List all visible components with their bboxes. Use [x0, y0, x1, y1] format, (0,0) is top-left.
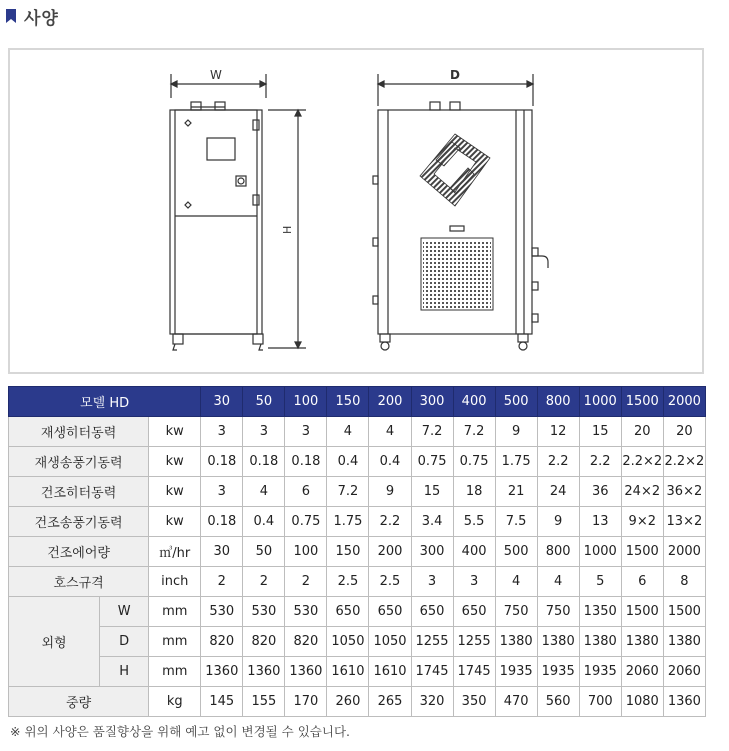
value-cell: 145: [201, 687, 243, 717]
value-cell: 4: [243, 477, 285, 507]
value-cell: 9×2: [621, 507, 663, 537]
value-cell: 700: [579, 687, 621, 717]
value-cell: 260: [327, 687, 369, 717]
section-title: 사양: [24, 8, 59, 29]
value-cell: 650: [369, 597, 411, 627]
table-row: [9, 567, 706, 597]
value-cell: 0.18: [285, 447, 327, 477]
value-cell: 3: [453, 567, 495, 597]
value-cell: 0.18: [201, 447, 243, 477]
row-label: 재생히터동력: [9, 417, 149, 447]
value-cell: 300: [411, 537, 453, 567]
value-cell: 13: [579, 507, 621, 537]
value-cell: 820: [285, 627, 327, 657]
value-cell: 8: [663, 567, 705, 597]
model-col: 200: [369, 387, 411, 417]
value-cell: 9: [369, 477, 411, 507]
value-cell: 3: [201, 417, 243, 447]
model-col: 500: [495, 387, 537, 417]
dimension-label: W: [100, 597, 149, 627]
value-cell: 1.75: [495, 447, 537, 477]
dimension-label: D: [100, 627, 149, 657]
value-cell: 2.2×2: [621, 447, 663, 477]
value-cell: 2.2: [369, 507, 411, 537]
value-cell: 1745: [411, 657, 453, 687]
value-cell: 350: [453, 687, 495, 717]
model-col: 1000: [579, 387, 621, 417]
value-cell: 800: [537, 537, 579, 567]
height-label: H: [281, 225, 294, 234]
table-row: [9, 477, 706, 507]
header-row: [9, 387, 706, 417]
unit-cell: mm: [149, 627, 201, 657]
value-cell: 170: [285, 687, 327, 717]
value-cell: 200: [369, 537, 411, 567]
model-header: 모델 HD: [9, 387, 201, 417]
table-row: [9, 657, 706, 687]
value-cell: 20: [663, 417, 705, 447]
value-cell: 1050: [369, 627, 411, 657]
table-row: [9, 597, 706, 627]
section-header: [6, 4, 59, 28]
row-label: 건조히터동력: [9, 477, 149, 507]
value-cell: 1360: [243, 657, 285, 687]
value-cell: 2.5: [369, 567, 411, 597]
value-cell: 4: [495, 567, 537, 597]
value-cell: 150: [327, 537, 369, 567]
value-cell: 6: [285, 477, 327, 507]
value-cell: 100: [285, 537, 327, 567]
value-cell: 0.75: [411, 447, 453, 477]
value-cell: 0.4: [327, 447, 369, 477]
model-col: 2000: [663, 387, 705, 417]
value-cell: 750: [537, 597, 579, 627]
value-cell: 4: [369, 417, 411, 447]
value-cell: 1745: [453, 657, 495, 687]
model-col: 800: [537, 387, 579, 417]
spec-table: [8, 386, 706, 717]
value-cell: 12: [537, 417, 579, 447]
value-cell: 1255: [411, 627, 453, 657]
value-cell: 1380: [495, 627, 537, 657]
dimension-drawing: [10, 50, 702, 372]
value-cell: 24×2: [621, 477, 663, 507]
value-cell: 0.75: [453, 447, 495, 477]
model-col: 400: [453, 387, 495, 417]
value-cell: 3: [285, 417, 327, 447]
value-cell: 1380: [663, 627, 705, 657]
model-col: 30: [201, 387, 243, 417]
value-cell: 3: [201, 477, 243, 507]
value-cell: 2060: [663, 657, 705, 687]
value-cell: 650: [411, 597, 453, 627]
value-cell: 2.5: [327, 567, 369, 597]
value-cell: 1500: [621, 537, 663, 567]
value-cell: 30: [201, 537, 243, 567]
table-row: [9, 627, 706, 657]
value-cell: 1500: [621, 597, 663, 627]
value-cell: 3.4: [411, 507, 453, 537]
value-cell: 1360: [285, 657, 327, 687]
value-cell: 24: [537, 477, 579, 507]
value-cell: 21: [495, 477, 537, 507]
value-cell: 15: [411, 477, 453, 507]
model-col: 1500: [621, 387, 663, 417]
table-row: [9, 417, 706, 447]
value-cell: 9: [537, 507, 579, 537]
value-cell: 1350: [579, 597, 621, 627]
row-label: 호스규격: [9, 567, 149, 597]
value-cell: 2000: [663, 537, 705, 567]
value-cell: 1610: [369, 657, 411, 687]
disclaimer-note: ※ 위의 사양은 품질향상을 위해 예고 없이 변경될 수 있습니다.: [10, 724, 351, 739]
value-cell: 155: [243, 687, 285, 717]
value-cell: 650: [327, 597, 369, 627]
model-col: 150: [327, 387, 369, 417]
value-cell: 2: [243, 567, 285, 597]
value-cell: 18: [453, 477, 495, 507]
value-cell: 530: [285, 597, 327, 627]
value-cell: 1380: [579, 627, 621, 657]
unit-cell: kw: [149, 417, 201, 447]
value-cell: 530: [243, 597, 285, 627]
value-cell: 400: [453, 537, 495, 567]
unit-cell: kw: [149, 447, 201, 477]
value-cell: 1935: [495, 657, 537, 687]
value-cell: 750: [495, 597, 537, 627]
value-cell: 820: [201, 627, 243, 657]
depth-label: D: [450, 68, 460, 82]
value-cell: 7.2: [411, 417, 453, 447]
value-cell: 3: [243, 417, 285, 447]
value-cell: 1050: [327, 627, 369, 657]
unit-cell: kg: [149, 687, 201, 717]
bookmark-icon: [6, 9, 16, 23]
value-cell: 5: [579, 567, 621, 597]
value-cell: 265: [369, 687, 411, 717]
value-cell: 1360: [663, 687, 705, 717]
value-cell: 4: [327, 417, 369, 447]
value-cell: 36: [579, 477, 621, 507]
value-cell: 530: [201, 597, 243, 627]
value-cell: 2060: [621, 657, 663, 687]
value-cell: 0.4: [243, 507, 285, 537]
row-label: 재생송풍기동력: [9, 447, 149, 477]
value-cell: 5.5: [453, 507, 495, 537]
value-cell: 320: [411, 687, 453, 717]
value-cell: 1000: [579, 537, 621, 567]
row-label: 건조에어량: [9, 537, 149, 567]
unit-cell: ㎥/hr: [149, 537, 201, 567]
row-label: 건조송풍기동력: [9, 507, 149, 537]
value-cell: 0.75: [285, 507, 327, 537]
value-cell: 2.2: [579, 447, 621, 477]
value-cell: 820: [243, 627, 285, 657]
value-cell: 20: [621, 417, 663, 447]
value-cell: 650: [453, 597, 495, 627]
table-row: [9, 507, 706, 537]
value-cell: 0.18: [243, 447, 285, 477]
value-cell: 2.2×2: [663, 447, 705, 477]
row-label: 중량: [9, 687, 149, 717]
value-cell: 1380: [621, 627, 663, 657]
value-cell: 50: [243, 537, 285, 567]
value-cell: 0.4: [369, 447, 411, 477]
value-cell: 1500: [663, 597, 705, 627]
model-col: 50: [243, 387, 285, 417]
value-cell: 1380: [537, 627, 579, 657]
table-row: [9, 687, 706, 717]
value-cell: 2.2: [537, 447, 579, 477]
value-cell: 1360: [201, 657, 243, 687]
unit-cell: kw: [149, 507, 201, 537]
value-cell: 1.75: [327, 507, 369, 537]
model-col: 100: [285, 387, 327, 417]
value-cell: 470: [495, 687, 537, 717]
table-row: [9, 447, 706, 477]
value-cell: 36×2: [663, 477, 705, 507]
product-diagram: [8, 48, 704, 374]
unit-cell: kw: [149, 477, 201, 507]
value-cell: 4: [537, 567, 579, 597]
unit-cell: mm: [149, 657, 201, 687]
value-cell: 1935: [537, 657, 579, 687]
value-cell: 560: [537, 687, 579, 717]
value-cell: 500: [495, 537, 537, 567]
value-cell: 0.18: [201, 507, 243, 537]
value-cell: 2: [285, 567, 327, 597]
model-col: 300: [411, 387, 453, 417]
value-cell: 7.2: [327, 477, 369, 507]
outer-label: 외형: [9, 597, 100, 687]
unit-cell: inch: [149, 567, 201, 597]
value-cell: 13×2: [663, 507, 705, 537]
value-cell: 7.5: [495, 507, 537, 537]
table-row: [9, 537, 706, 567]
value-cell: 1935: [579, 657, 621, 687]
value-cell: 9: [495, 417, 537, 447]
value-cell: 1080: [621, 687, 663, 717]
value-cell: 1255: [453, 627, 495, 657]
unit-cell: mm: [149, 597, 201, 627]
value-cell: 1610: [327, 657, 369, 687]
value-cell: 2: [201, 567, 243, 597]
value-cell: 7.2: [453, 417, 495, 447]
value-cell: 6: [621, 567, 663, 597]
value-cell: 3: [411, 567, 453, 597]
width-label: W: [210, 68, 222, 82]
dimension-label: H: [100, 657, 149, 687]
value-cell: 15: [579, 417, 621, 447]
